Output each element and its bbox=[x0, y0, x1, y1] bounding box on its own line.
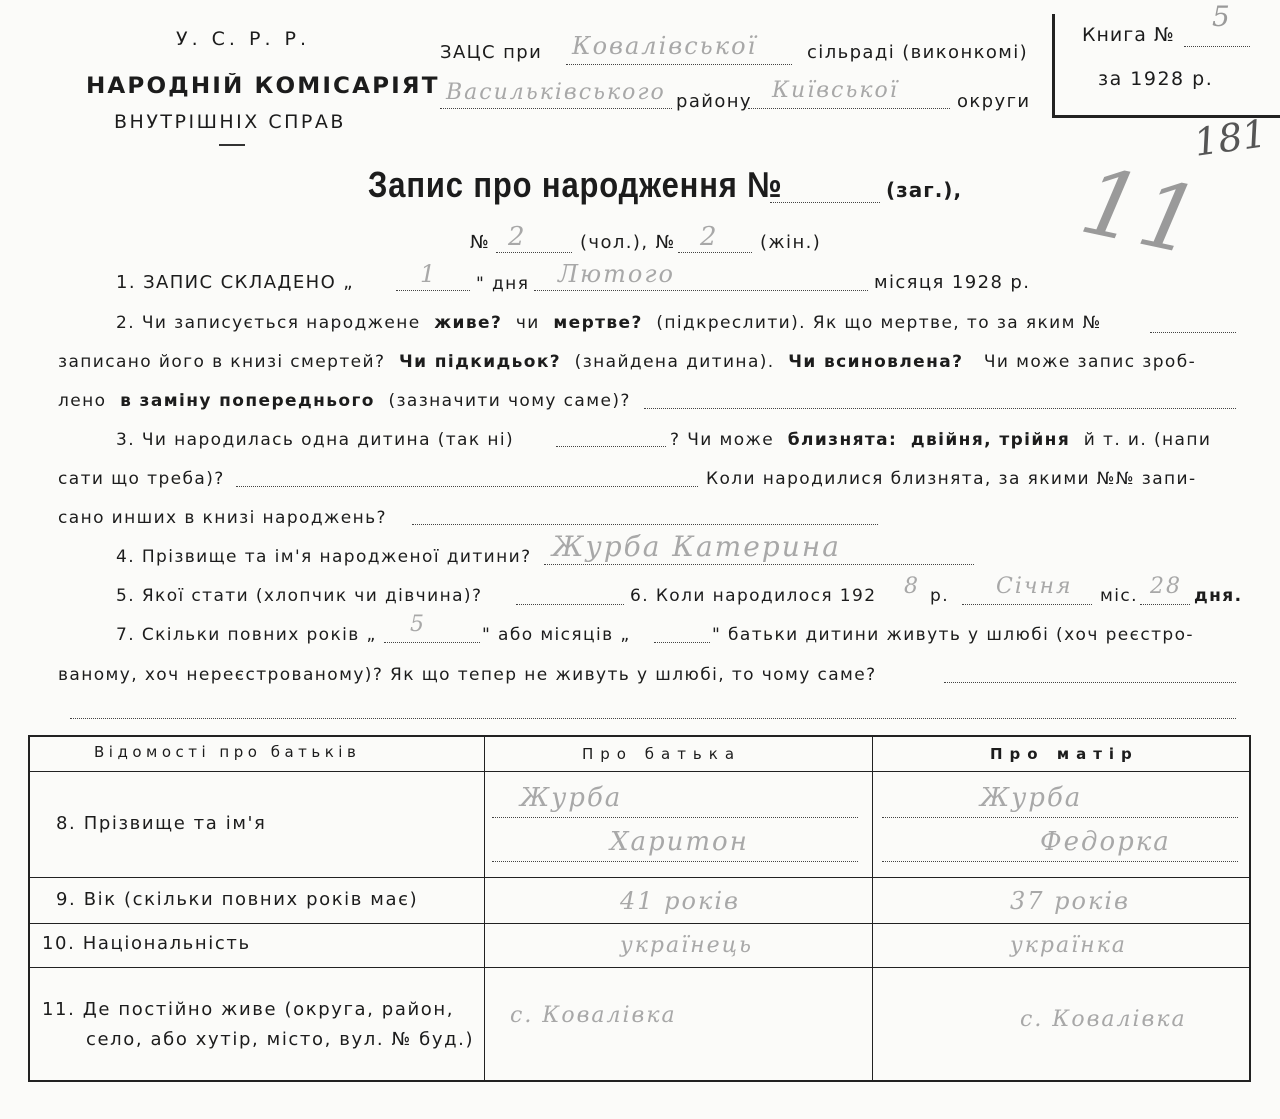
q3-twins: близнята: bbox=[787, 430, 898, 450]
table-col-divider-1 bbox=[484, 737, 485, 1080]
q1-day-label: " дня bbox=[476, 274, 530, 294]
row9-label: 9. Вік (скільки повних років має) bbox=[56, 889, 419, 910]
q5-sex-line bbox=[516, 604, 624, 605]
row10-label: 10. Національність bbox=[42, 933, 251, 954]
female-count-label: (жін.) bbox=[760, 232, 822, 253]
q7-line1-end: " батьки дитини живуть у шлюбі (хоч реєстро- bbox=[712, 625, 1194, 645]
male-count-line bbox=[496, 252, 572, 253]
q6-month-line bbox=[962, 604, 1092, 605]
q6-month-label: міс. bbox=[1100, 586, 1138, 606]
q7-reason-line bbox=[944, 682, 1236, 683]
q2-start: 2. Чи записується народжене bbox=[116, 313, 421, 333]
q6-year-value: 8 bbox=[904, 574, 920, 599]
row8-mother-name: Федорка bbox=[1040, 827, 1171, 857]
q2-found: (знайдена дитина). bbox=[574, 352, 775, 372]
table-header-mother: Про матір bbox=[990, 745, 1139, 763]
zags-village-line bbox=[566, 64, 792, 65]
okrug-label: округи bbox=[957, 91, 1031, 112]
table-row-divider-1 bbox=[30, 877, 1249, 878]
q6-day-label: дня. bbox=[1194, 586, 1243, 606]
parents-table bbox=[28, 735, 1251, 1082]
zags-suffix: сільраді (виконкомі) bbox=[807, 42, 1029, 63]
book-year: за 1928 р. bbox=[1098, 68, 1214, 90]
zags-village-value: Ковалівської bbox=[572, 32, 758, 60]
row11-mother-value: с. Ковалівка bbox=[1020, 1007, 1187, 1032]
okrug-line bbox=[748, 108, 950, 109]
ministry-subtitle: ВНУТРІШНІХ СПРАВ bbox=[114, 111, 346, 133]
male-count-value: 2 bbox=[508, 222, 527, 252]
q2-line2-start: записано його в книзі смертей? bbox=[58, 352, 386, 372]
q3-line2-start: сати що треба)? bbox=[58, 469, 225, 489]
title-number-line bbox=[770, 202, 880, 203]
header-divider bbox=[219, 144, 245, 146]
district-line bbox=[440, 108, 672, 109]
male-count-label: (чол.), № bbox=[580, 232, 676, 253]
q6-label: 6. Коли народилося 192 bbox=[630, 586, 877, 606]
document-title: Запис про народження № bbox=[368, 164, 783, 205]
row8-father-line-1 bbox=[492, 817, 858, 818]
q2-line3 bbox=[58, 391, 631, 411]
table-col-divider-2 bbox=[872, 737, 873, 1080]
q2-replace: в заміну попереднього bbox=[120, 391, 375, 411]
female-count-line bbox=[678, 252, 752, 253]
q7-months-line bbox=[654, 642, 710, 643]
q6-month-value: Січня bbox=[996, 574, 1073, 599]
q2-line3-start: лено bbox=[58, 391, 107, 411]
republic-name: У. С. Р. Р. bbox=[176, 28, 311, 50]
q7-line2: ваному, хоч нереєстрованому)? Як що тепер не живуть у шлюбі, то чому саме? bbox=[58, 665, 877, 685]
q3-line1-rest bbox=[670, 430, 1211, 450]
book-number-line bbox=[1184, 46, 1250, 47]
row11-label-1: 11. Де постійно живе (округа, район, bbox=[42, 999, 455, 1020]
q7-line1-start: 7. Скільки повних років „ bbox=[116, 625, 377, 645]
row8-mother-line-1 bbox=[882, 817, 1238, 818]
table-row-divider-2 bbox=[30, 923, 1249, 924]
q1-day-line bbox=[396, 290, 470, 291]
q2-line3-end: (зазначити чому саме)? bbox=[388, 391, 631, 411]
row9-mother-value: 37 років bbox=[1010, 887, 1130, 915]
row8-mother-surname: Журба bbox=[980, 783, 1083, 813]
q3-mid: ? Чи може bbox=[670, 430, 775, 450]
margin-number: 181 bbox=[1191, 111, 1270, 165]
q2-foundling: Чи підкидьок? bbox=[398, 352, 562, 372]
q4-name-line bbox=[544, 564, 974, 565]
row8-father-line-2 bbox=[492, 861, 858, 862]
q3-types: двійня, трійня bbox=[910, 430, 1071, 450]
q2-death-number-line bbox=[1150, 332, 1236, 333]
q2-line2 bbox=[58, 352, 1196, 372]
table-header-father: Про батька bbox=[582, 745, 742, 763]
row8-mother-line-2 bbox=[882, 861, 1238, 862]
q7-years-line bbox=[384, 642, 480, 643]
district-value: Васильківського bbox=[446, 80, 666, 105]
table-header-info: Відомості про батьків bbox=[94, 743, 361, 761]
zags-prefix: ЗАЦС при bbox=[440, 42, 543, 63]
margin-mark: 11 bbox=[1072, 146, 1209, 277]
q2-dead: мертве? bbox=[553, 313, 643, 333]
row10-father-value: українець bbox=[620, 933, 753, 958]
row8-label: 8. Прізвище та ім'я bbox=[56, 813, 267, 834]
q3-line2-end: Коли народилися близнята, за якими №№ запи- bbox=[706, 469, 1197, 489]
q2-adopted: Чи всиновлена? bbox=[788, 352, 964, 372]
q7-line1-mid: " або місяців „ bbox=[482, 625, 631, 645]
title-suffix: (заг.), bbox=[886, 178, 963, 202]
q3-line1-end: й т. и. (напи bbox=[1083, 430, 1212, 450]
q6-day-value: 28 bbox=[1150, 574, 1182, 599]
book-label: Книга № bbox=[1082, 24, 1175, 46]
q2-alive: живе? bbox=[434, 313, 503, 333]
q1-month-label: місяця 1928 р. bbox=[874, 272, 1031, 293]
q2-line2-end: Чи може запис зроб- bbox=[983, 352, 1197, 372]
row9-father-value: 41 років bbox=[620, 887, 740, 915]
q6-year-suffix: р. bbox=[930, 586, 949, 606]
q2-reason-line bbox=[644, 408, 1236, 409]
ministry-title: НАРОДНІЙ КОМІСАРІЯТ bbox=[86, 74, 440, 99]
q7-reason-line-2 bbox=[70, 718, 1236, 719]
title-no-label: № bbox=[470, 232, 491, 253]
q2-line1 bbox=[116, 313, 1102, 333]
q3-line3: сано инших в книзі народжень? bbox=[58, 508, 387, 528]
q1-label: 1. ЗАПИС СКЛАДЕНО „ bbox=[116, 272, 355, 293]
okrug-value: Київської bbox=[772, 78, 899, 103]
table-header-divider bbox=[30, 771, 1249, 772]
female-count-value: 2 bbox=[700, 222, 719, 252]
q3-numbers-line bbox=[412, 524, 878, 525]
q7-years-value: 5 bbox=[410, 612, 426, 637]
row10-mother-value: українка bbox=[1010, 933, 1127, 958]
row8-father-surname: Журба bbox=[520, 783, 623, 813]
row11-label-2: село, або хутір, місто, вул. № буд.) bbox=[86, 1029, 475, 1050]
q1-month-value: Лютого bbox=[558, 260, 675, 288]
q3-twins-line bbox=[236, 486, 698, 487]
district-label: району bbox=[676, 91, 752, 112]
q3-line1-start: 3. Чи народилась одна дитина (так ні) bbox=[116, 430, 514, 450]
q4-label: 4. Прізвище та ім'я народженої дитини? bbox=[116, 547, 532, 567]
q1-month-line bbox=[534, 290, 868, 291]
q4-child-name-value: Журба Катерина bbox=[552, 530, 841, 563]
q5-label: 5. Якої стати (хлопчик чи дівчина)? bbox=[116, 586, 483, 606]
row11-father-value: с. Ковалівка bbox=[510, 1003, 677, 1028]
q3-one-child-line bbox=[556, 446, 666, 447]
q1-day-value: 1 bbox=[420, 260, 438, 288]
table-row-divider-3 bbox=[30, 967, 1249, 968]
q2-or: чи bbox=[515, 313, 540, 333]
book-number-value: 5 bbox=[1212, 0, 1232, 33]
row8-father-name: Харитон bbox=[610, 827, 749, 857]
q2-line1-end: (підкреслити). Як що мертве, то за яким № bbox=[656, 313, 1102, 333]
q6-day-line bbox=[1140, 604, 1190, 605]
